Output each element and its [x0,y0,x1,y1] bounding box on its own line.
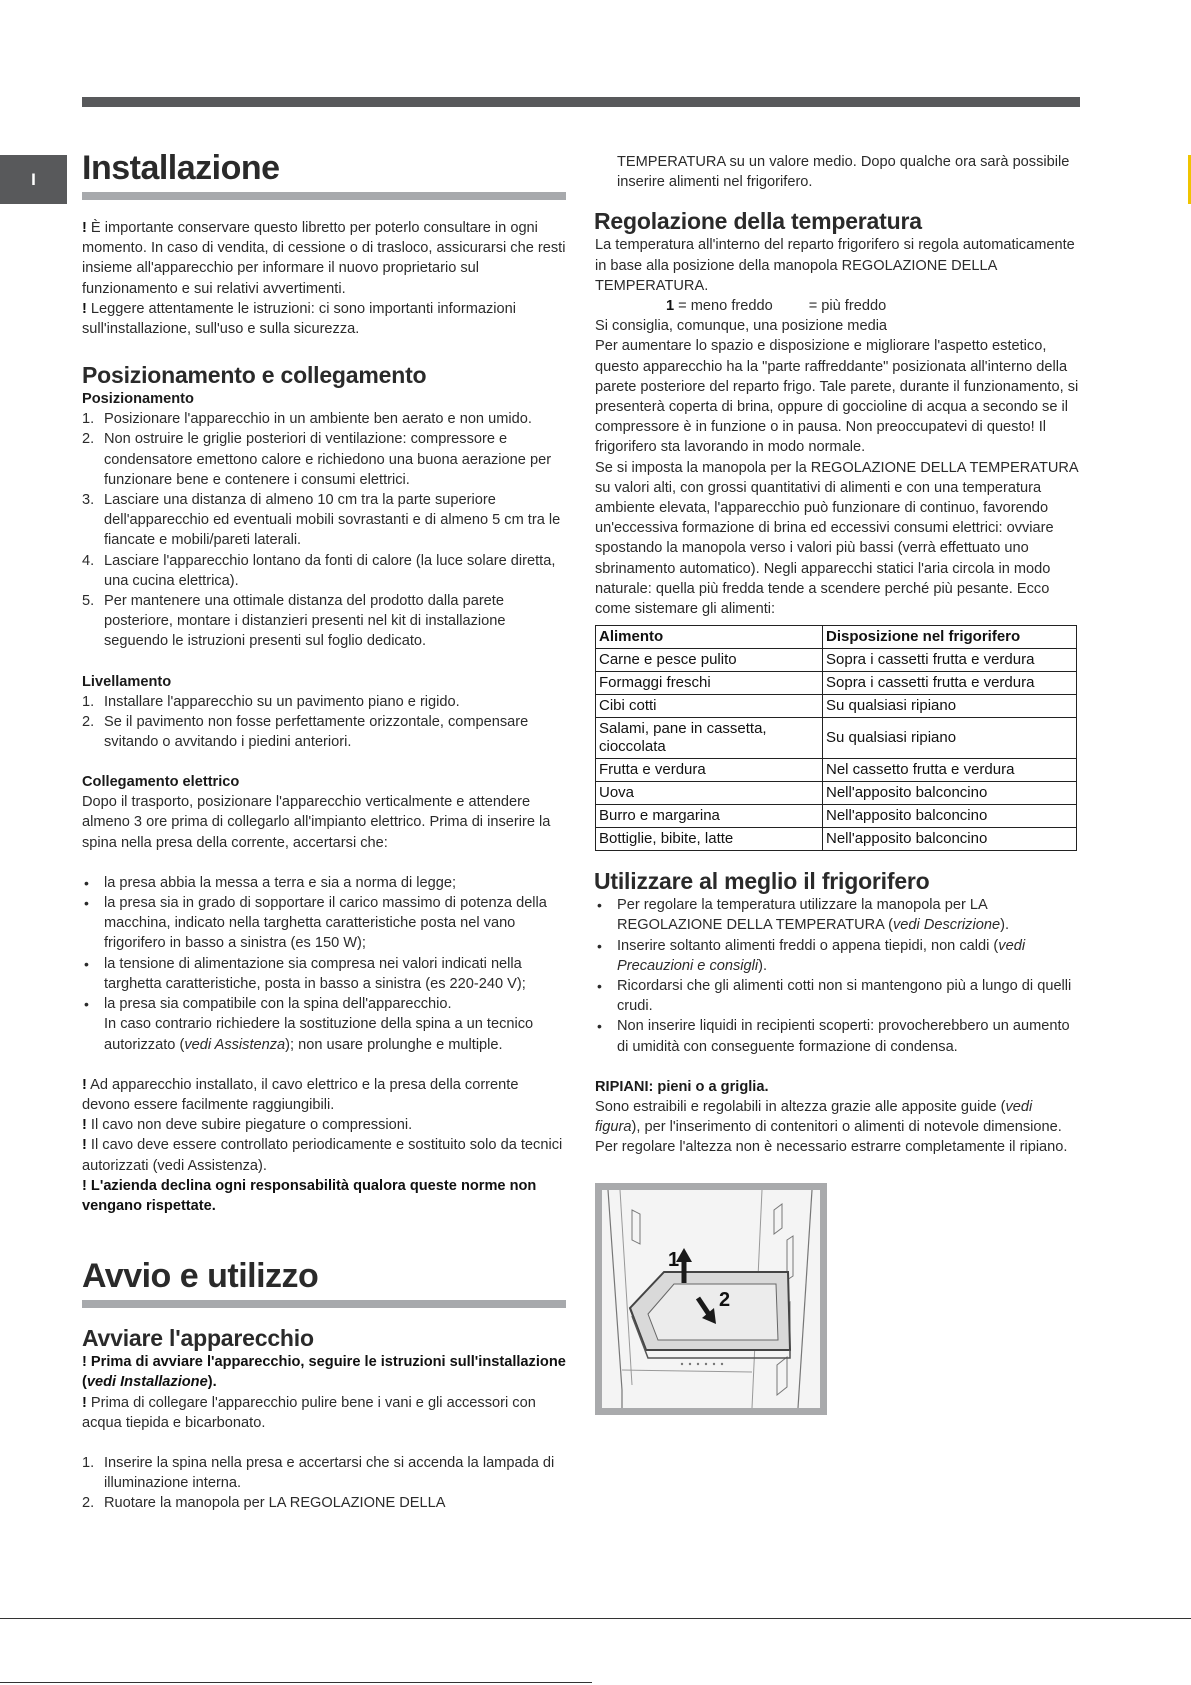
right-column [595,152,1080,1415]
collegamento-intro: Dopo il trasporto, posizionare l'apparecchio verticalmente e attendere almeno 3 ore prima di collegarlo all'impianto elettrico. Prima di inserire la spina nella presa della corrente, accertarsi che: [82,794,551,851]
table-row [596,782,1077,805]
table-row [596,649,1077,672]
table-row [596,672,1077,695]
title-underline [82,192,566,200]
livellamento-list [82,692,566,753]
table-header-row [596,626,1077,649]
shelf-figure [595,1183,827,1415]
warnings [82,1075,566,1216]
table-header-cell: Disposizione nel frigorifero [823,626,1077,649]
table-cell: Su qualsiasi ripiano [823,695,1077,718]
top-rule [82,97,1080,107]
food-placement-table [595,625,1077,851]
table-cell: Salami, pane in cassetta, cioccolata [596,718,823,759]
language-tab: I [0,155,67,204]
table-header-cell: Alimento [596,626,823,649]
avvio-bold-note: ! Prima di avviare l'apparecchio, seguire le istruzioni sull'installazione (vedi Installazione). [82,1354,566,1391]
regolazione-p4: Se si imposta la manopola per la REGOLAZIONE DELLA TEMPERATURA su valori alti, con grossi quantitativi di alimenti e con una temperatura ambiente elevata, l'apparecchio può funzionare di continuo, favorendo un'eccessiva formazione di brina ed eccessivi consumi elettrici: ovviare spostando la manopola verso i valori più bassi (verrà effettuato uno sbrinamento automatico). Negli apparecchi statici l'aria circola in modo naturale: quella più fredda tende a scendere perché più pesante. Ecco come sistemare gli alimenti: [595,459,1078,618]
table-cell: Nell'apposito balconcino [823,828,1077,851]
table-cell: Sopra i cassetti frutta e verdura [823,649,1077,672]
list-item: 2. Se il pavimento non fosse perfettamente orizzontale, compensare svitando o avvitando i piedini anteriori. [82,713,529,751]
subsection-title-utilizzare: Utilizzare al meglio il frigorifero [594,868,930,895]
list-item: • Inserire soltanto alimenti freddi o appena tiepidi, non caldi (vedi Precauzioni e consigli). [597,937,1026,974]
avvio-note: ! Prima di collegare l'apparecchio pulire bene i vani e gli accessori con acqua tiepida e bicarbonato. [82,1394,536,1431]
figure-label-2: 2 [719,1288,731,1311]
table-cell: Burro e margarina [596,805,823,828]
table-row [596,695,1077,718]
section-title-avvio: Avvio e utilizzo [82,1257,319,1296]
utilizzare-list [595,895,1080,1057]
subsection-title-posizionamento: Posizionamento e collegamento [82,362,427,389]
table-cell: Su qualsiasi ripiano [823,718,1077,759]
subsection-title-avviare: Avviare l'apparecchio [82,1325,314,1352]
warning-1: ! Ad apparecchio installato, il cavo elettrico e la presa della corrente devono essere facilmente raggiungibili. [82,1076,519,1113]
list-item: 1. Inserire la spina nella presa e accertarsi che si accenda la lampada di illuminazione interna. [82,1454,555,1492]
list-item: • Ricordarsi che gli alimenti cotti non si mantengono più a lungo di quelli crudi. [597,978,1072,1015]
list-item: • Non inserire liquidi in recipienti scoperti: provocherebbero un aumento di umidità con conseguente formazione di condensa. [597,1018,1070,1055]
table-row [596,828,1077,851]
footer-rule-short [0,1682,592,1683]
table-cell: Cibi cotti [596,695,823,718]
list-item: • la presa abbia la messa a terra e sia a norma di legge; [84,874,457,891]
subsection-title-regolazione: Regolazione della temperatura [594,208,922,235]
table-row [596,759,1077,782]
table-row [596,718,1077,759]
title-underline [82,1300,566,1308]
regolazione-p2: Si consiglia, comunque, una posizione media [595,318,888,335]
regolazione-p1: La temperatura all'interno del reparto frigorifero si regola automaticamente in base alla posizione della manopola REGOLAZIONE DELLA TEMPERATURA. [595,237,1075,294]
avvio-steps [82,1453,566,1514]
table-row [596,805,1077,828]
list-item: • la presa sia compatibile con la spina dell'apparecchio. In caso contrario richiedere la sostituzione della spina a un tecnico autorizzato (vedi Assistenza); non usare prolunghe e multiple. [84,996,534,1053]
heading-ripiani: RIPIANI: pieni o a griglia. [595,1078,769,1095]
heading-posizionamento: Posizionamento [82,391,194,408]
footer-rule [0,1618,1191,1619]
warning-4: ! L'azienda declina ogni responsabilità qualora queste norme non vengano rispettate. [82,1177,537,1214]
temperature-scale: 1 = meno freddo = più freddo [666,298,887,315]
table-cell: Nell'apposito balconcino [823,805,1077,828]
posizionamento-list [82,409,566,651]
list-item: • la presa sia in grado di sopportare il carico massimo di potenza della macchina, indicato nella targhetta caratteristiche posta nel vano frigorifero in basso a sinistra (es 150 W); [84,895,547,952]
heading-livellamento: Livellamento [82,673,172,690]
regolazione-p3: Per aumentare lo spazio e disposizione e migliorare l'aspetto estetico, questo apparecchio ha la "parte raffreddante" posizionata all'interno della parete posteriore del reparto frigo. Tale parete, durante il funzionamento, si presenterà coperta di brina, oppure di goccioline di acqua a secondo se il compressore è in funzione o in pausa. Non preoccupatevi di questo! Il frigorifero sta lavorando in modo normale. [595,338,1079,456]
list-item: 4. Lasciare l'apparecchio lontano da fonti di calore (la luce solare diretta, una cucina elettrica). [82,552,556,589]
heading-collegamento-elettrico: Collegamento elettrico [82,774,240,791]
list-item: 1. Posizionare l'apparecchio in un ambiente ben aerato e non umido. [82,411,532,428]
figure-label-1: 1 [668,1248,680,1271]
table-cell: Sopra i cassetti frutta e verdura [823,672,1077,695]
shelf-illustration [602,1190,820,1408]
warning-3: ! Il cavo deve essere controllato periodicamente e sostituito solo da tecnici autorizzati (vedi Assistenza). [82,1137,563,1174]
warning-2: ! Il cavo non deve subire piegature o compressioni. [82,1117,413,1134]
list-item: 2. Non ostruire le griglie posteriori di ventilazione: compressore e condensatore emettono calore e richiedono una buona aerazione per funzionare bene e contenere i consumi elettrici. [82,431,552,488]
intro-note-2: ! Leggere attentamente le istruzioni: ci sono importanti informazioni sull'installazione, sull'uso e sulla sicurezza. [82,300,516,338]
list-item: 2. Ruotare la manopola per LA REGOLAZIONE DELLA [82,1495,446,1512]
list-item: 5. Per mantenere una ottimale distanza del prodotto dalla parete posteriore, montare i distanzieri presenti nel kit di installazione seguendo le istruzioni presenti sul foglio dedicato. [82,593,506,650]
list-item: • la tensione di alimentazione sia compresa nei valori indicati nella targhetta caratteristiche, posta in basso a sinistra (es 220-240 V); [84,955,526,992]
table-cell: Carne e pesce pulito [596,649,823,672]
avvio-step-continued: TEMPERATURA su un valore medio. Dopo qualche ora sarà possibile inserire alimenti nel frigorifero. [617,154,1070,191]
intro-note-1: ! È importante conservare questo libretto per poterlo consultare in ogni momento. In caso di vendita, di cessione o di trasloco, assicurarsi che resti insieme all'apparecchio per informare il nuovo proprietario sul funzionamento e sui relativi avvertimenti. [82,220,566,297]
intro-notes [82,218,566,339]
table-cell: Uova [596,782,823,805]
table-cell: Formaggi freschi [596,672,823,695]
collegamento-list [82,873,566,1055]
list-item: • Per regolare la temperatura utilizzare la manopola per LA REGOLAZIONE DELLA TEMPERATURA (vedi Descrizione). [597,897,1009,934]
table-cell: Nell'apposito balconcino [823,782,1077,805]
table-cell: Bottiglie, bibite, latte [596,828,823,851]
list-item: 3. Lasciare una distanza di almeno 10 cm tra la parte superiore dell'apparecchio ed eventuali mobili sovrastanti e di almeno 5 cm tra le fiancate e mobili/pareti laterali. [82,492,561,549]
section-title-installazione: Installazione [82,149,280,187]
list-item: 1. Installare l'apparecchio su un pavimento piano e rigido. [82,693,460,710]
table-cell: Frutta e verdura [596,759,823,782]
table-cell: Nel cassetto frutta e verdura [823,759,1077,782]
ripiani-text: Sono estraibili e regolabili in altezza grazie alle apposite guide (vedi figura), per l'inserimento di contenitori o alimenti di notevole dimensione. Per regolare l'altezza non è necessario estrarre completamente il ripiano. [595,1098,1068,1156]
left-column [82,148,566,1514]
